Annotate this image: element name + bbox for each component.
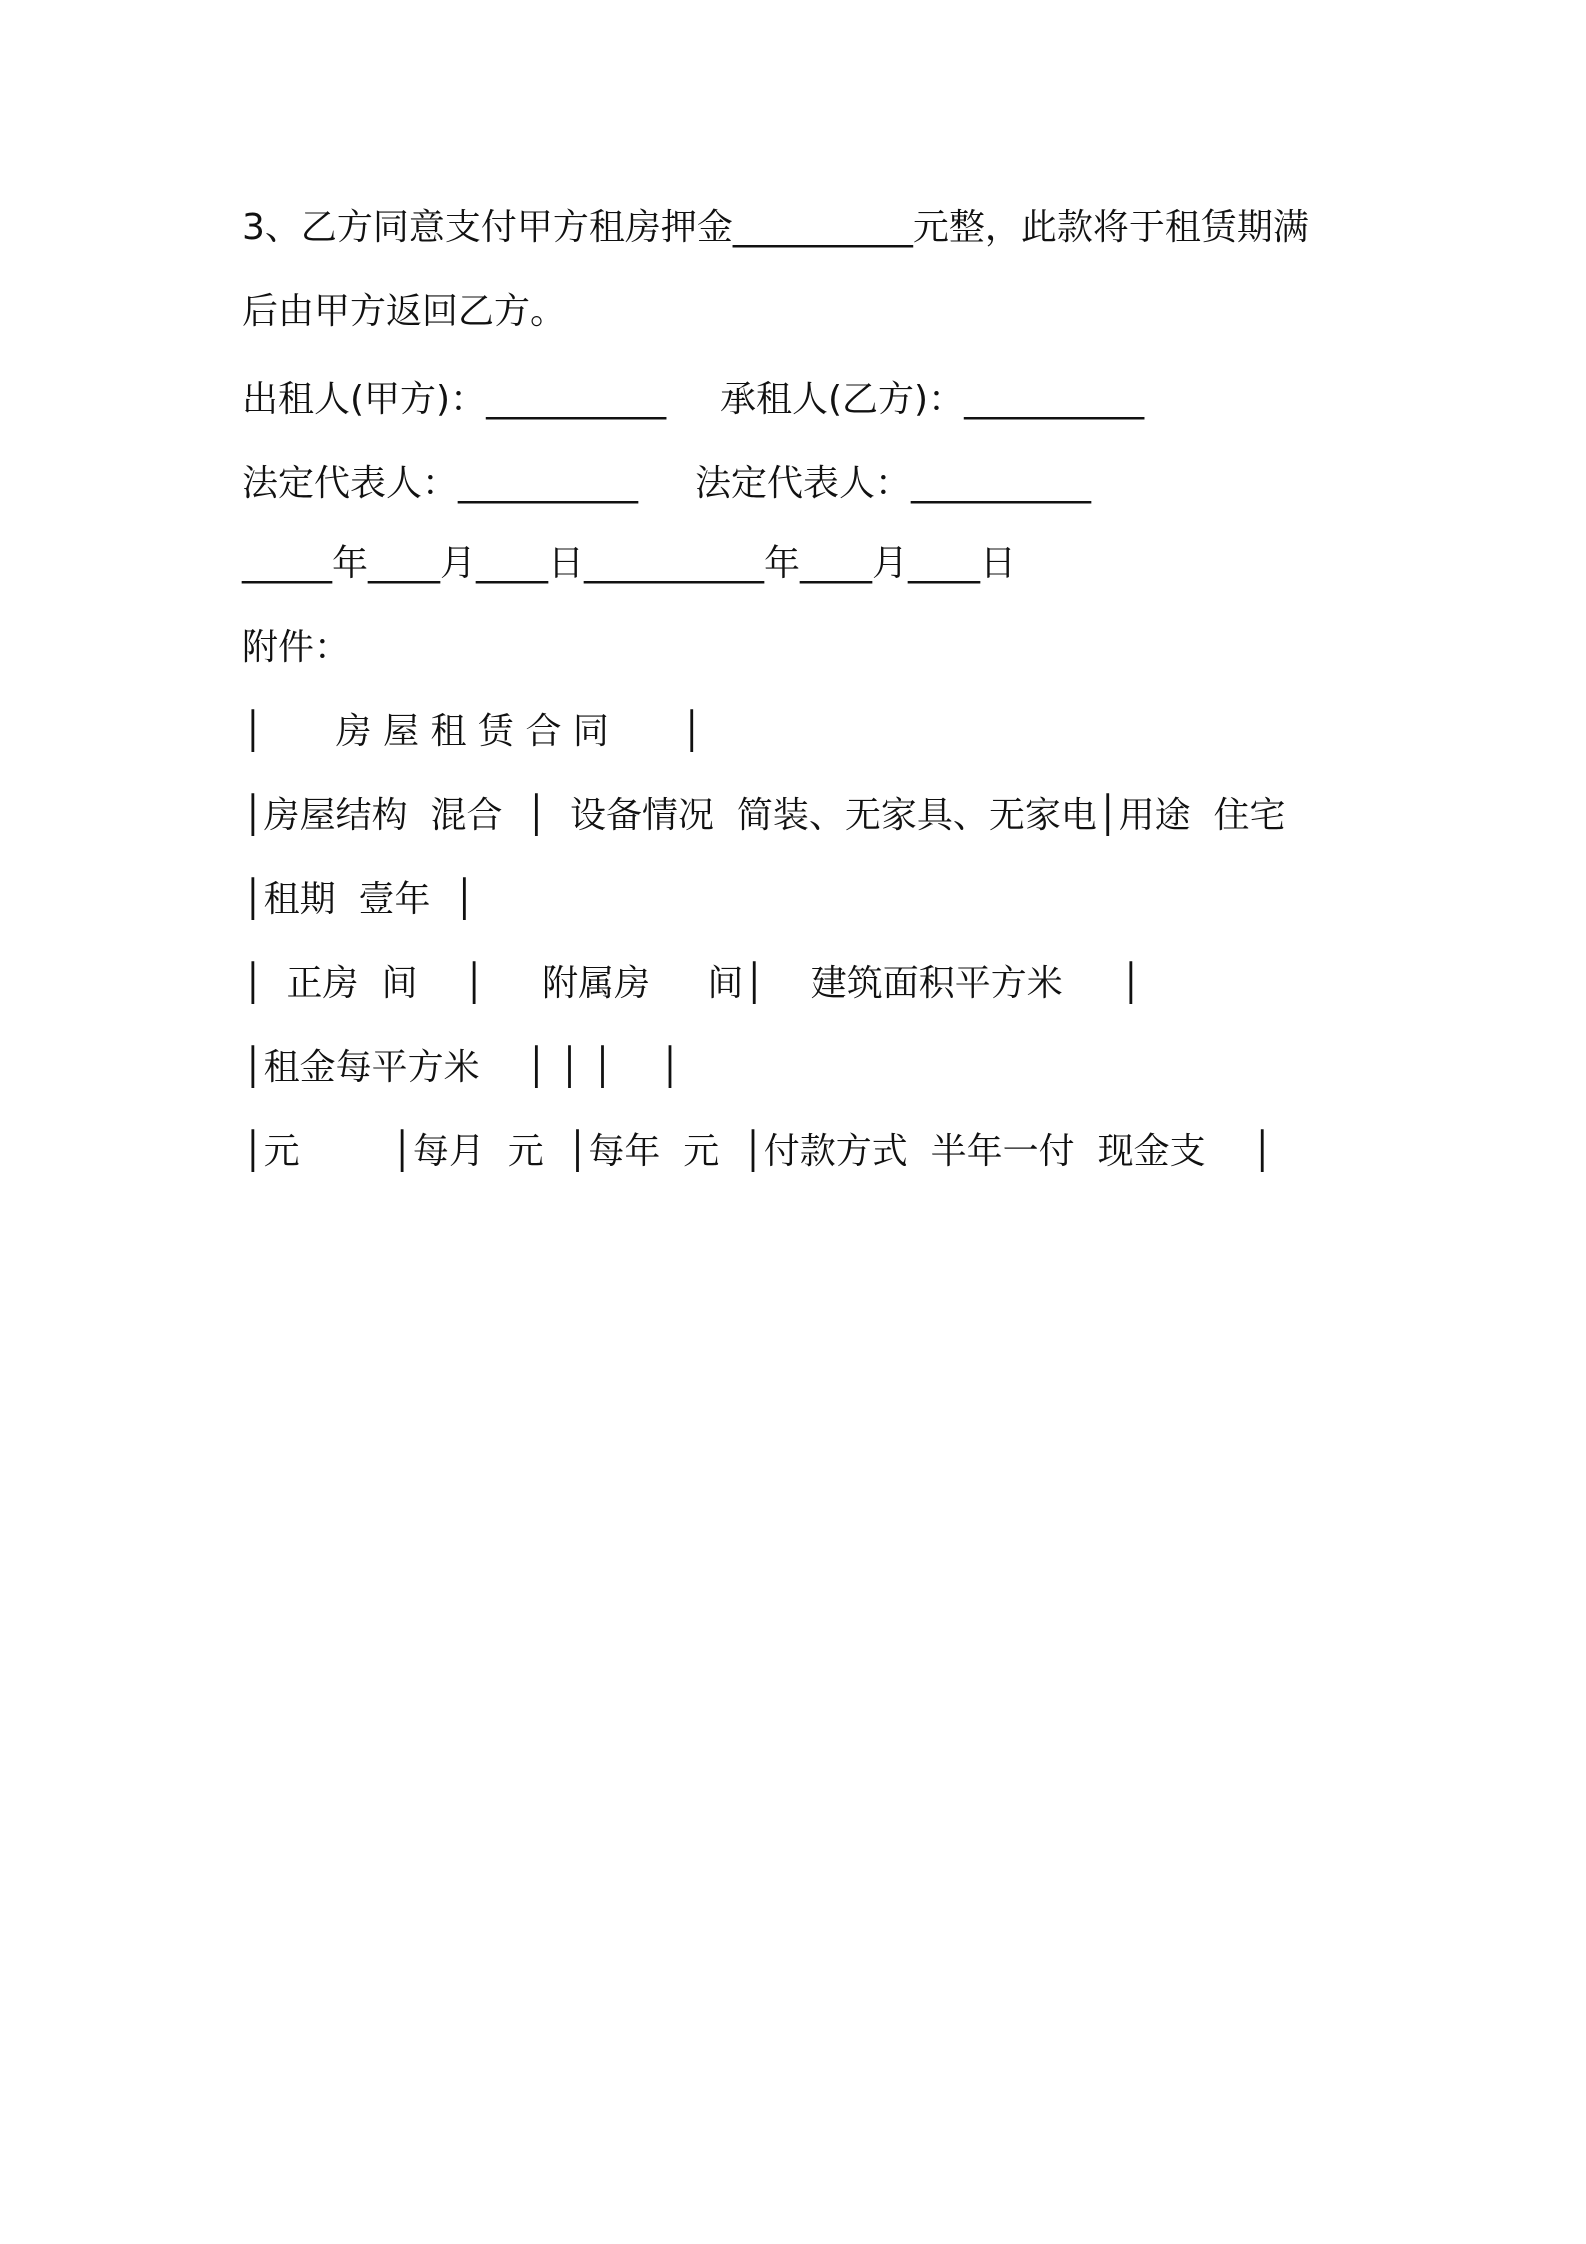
clause-3-line-2: 后由甲方返回乙方。	[242, 291, 567, 332]
attachment-row-rent: │租金每平方米 │ │ │ │	[242, 1047, 681, 1088]
party-row	[242, 378, 1342, 422]
lessee-representative: 法定代表人：__________	[695, 463, 1092, 504]
clause-3-line-1: 3、乙方同意支付甲方租房押金__________元整，此款将于租赁期满	[242, 207, 1309, 248]
attachment-row-structure: │房屋结构 混合 │ 设备情况 简装、无家具、无家电│用途 住宅	[242, 795, 1286, 836]
lessee-label: 承租人(乙方)：__________	[720, 379, 1145, 420]
representative-row	[242, 462, 1342, 506]
attachment-row-term: │租期 壹年 │	[242, 879, 476, 920]
lessor-label: 出租人(甲方)：__________	[242, 379, 667, 420]
date-line: _____年____月____日__________年____月____日	[242, 543, 1016, 584]
attachment-label: 附件：	[242, 627, 351, 668]
lessor-representative: 法定代表人：__________	[242, 463, 639, 504]
attachment-row-payment: │元 │每月 元 │每年 元 │付款方式 半年一付 现金支 │	[242, 1131, 1274, 1172]
attachment-row-title: │ 房 屋 租 赁 合 同 │	[242, 711, 703, 752]
attachment-row-rooms: │ 正房 间 │ 附属房 间│ 建筑面积平方米 │	[242, 963, 1142, 1004]
